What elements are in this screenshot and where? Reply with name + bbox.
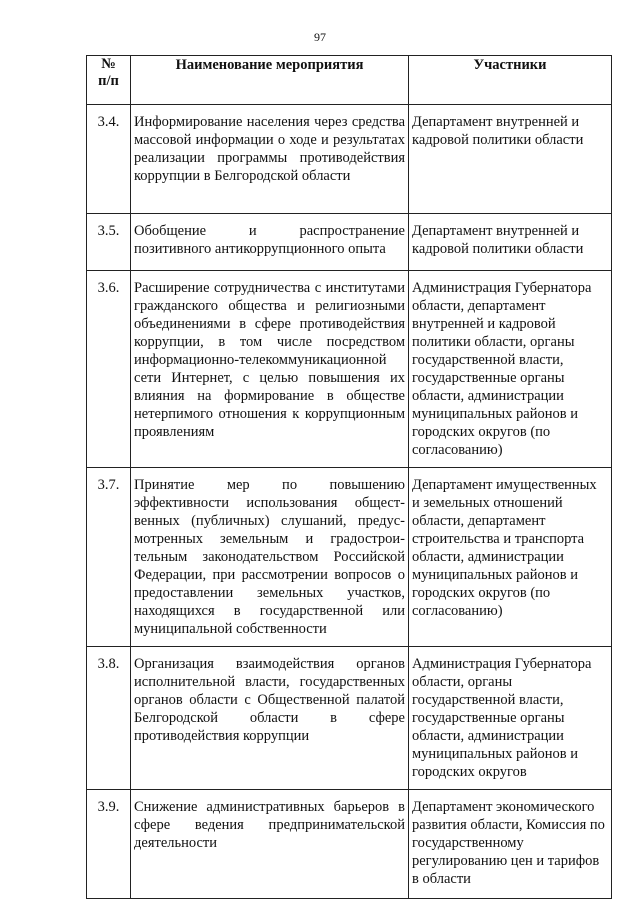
header-participants: Участники — [409, 56, 612, 105]
table-row — [87, 105, 612, 214]
row-measure-name: Информирование населения через средства массовой информации о ходе и результатах реализации программы противодействия коррупции в Белгородской области — [131, 105, 409, 214]
header-number-abbr: п/п — [98, 73, 119, 89]
page-number: 97 — [314, 30, 326, 44]
row-measure-name: Расширение сотрудничества с институтами гражданского общества и религиозными объединениями в сфере противодействия коррупции, в том числе посредством информационно-телекоммуникационной сети Интернет, с целью повышения их влияния на формирование в обществе нетерпимого отношения к коррупционным проявлениям — [131, 271, 409, 468]
row-participants: Администрация Губернатора области, органы государственной власти, государственные органы области, администрации муниципальных районов и городских округов — [409, 647, 612, 790]
row-participants: Администрация Губернатора области, департамент внутренней и кадровой политики области, органы государственной власти, государственные органы области, администрации муниципальных районов и городских округов (по согласованию) — [409, 271, 612, 468]
row-number: 3.8. — [87, 647, 131, 790]
measures-table — [86, 55, 612, 899]
row-number: 3.7. — [87, 468, 131, 647]
table-row — [87, 468, 612, 647]
table-row — [87, 214, 612, 271]
row-number: 3.6. — [87, 271, 131, 468]
row-number: 3.9. — [87, 790, 131, 899]
table-row — [87, 790, 612, 899]
header-number-sign: № — [101, 56, 116, 72]
header-name: Наименование мероприятия — [131, 56, 409, 105]
row-measure-name: Принятие мер по повышению эффективности использования общест-венных (публичных) слушаний, предус-мотренных земельным и градострои-тельным законодательством Российской Федерации, при рассмотрении вопросов о предоставлении земельных участков, находящихся в государственной или муниципальной собственности — [131, 468, 409, 647]
row-measure-name: Обобщение и распространение позитивного антикоррупционного опыта — [131, 214, 409, 271]
row-participants: Департамент внутренней и кадровой политики области — [409, 214, 612, 271]
row-measure-name: Организация взаимодействия органов исполнительной власти, государственных органов области с Общественной палатой Белгородской области в сфере противодействия коррупции — [131, 647, 409, 790]
row-number: 3.4. — [87, 105, 131, 214]
row-participants: Департамент экономического развития области, Комиссия по государственному регулированию цен и тарифов в области — [409, 790, 612, 899]
row-measure-name: Снижение административных барьеров в сфере ведения предпринимательской деятельности — [131, 790, 409, 899]
table-row — [87, 647, 612, 790]
row-participants: Департамент внутренней и кадровой политики области — [409, 105, 612, 214]
row-number: 3.5. — [87, 214, 131, 271]
table-row — [87, 271, 612, 468]
table-header — [87, 56, 612, 105]
row-participants: Департамент имущественных и земельных отношений области, департамент строительства и транспорта области, администрации муниципальных районов и городских округов (по согласованию) — [409, 468, 612, 647]
header-number — [87, 56, 131, 105]
